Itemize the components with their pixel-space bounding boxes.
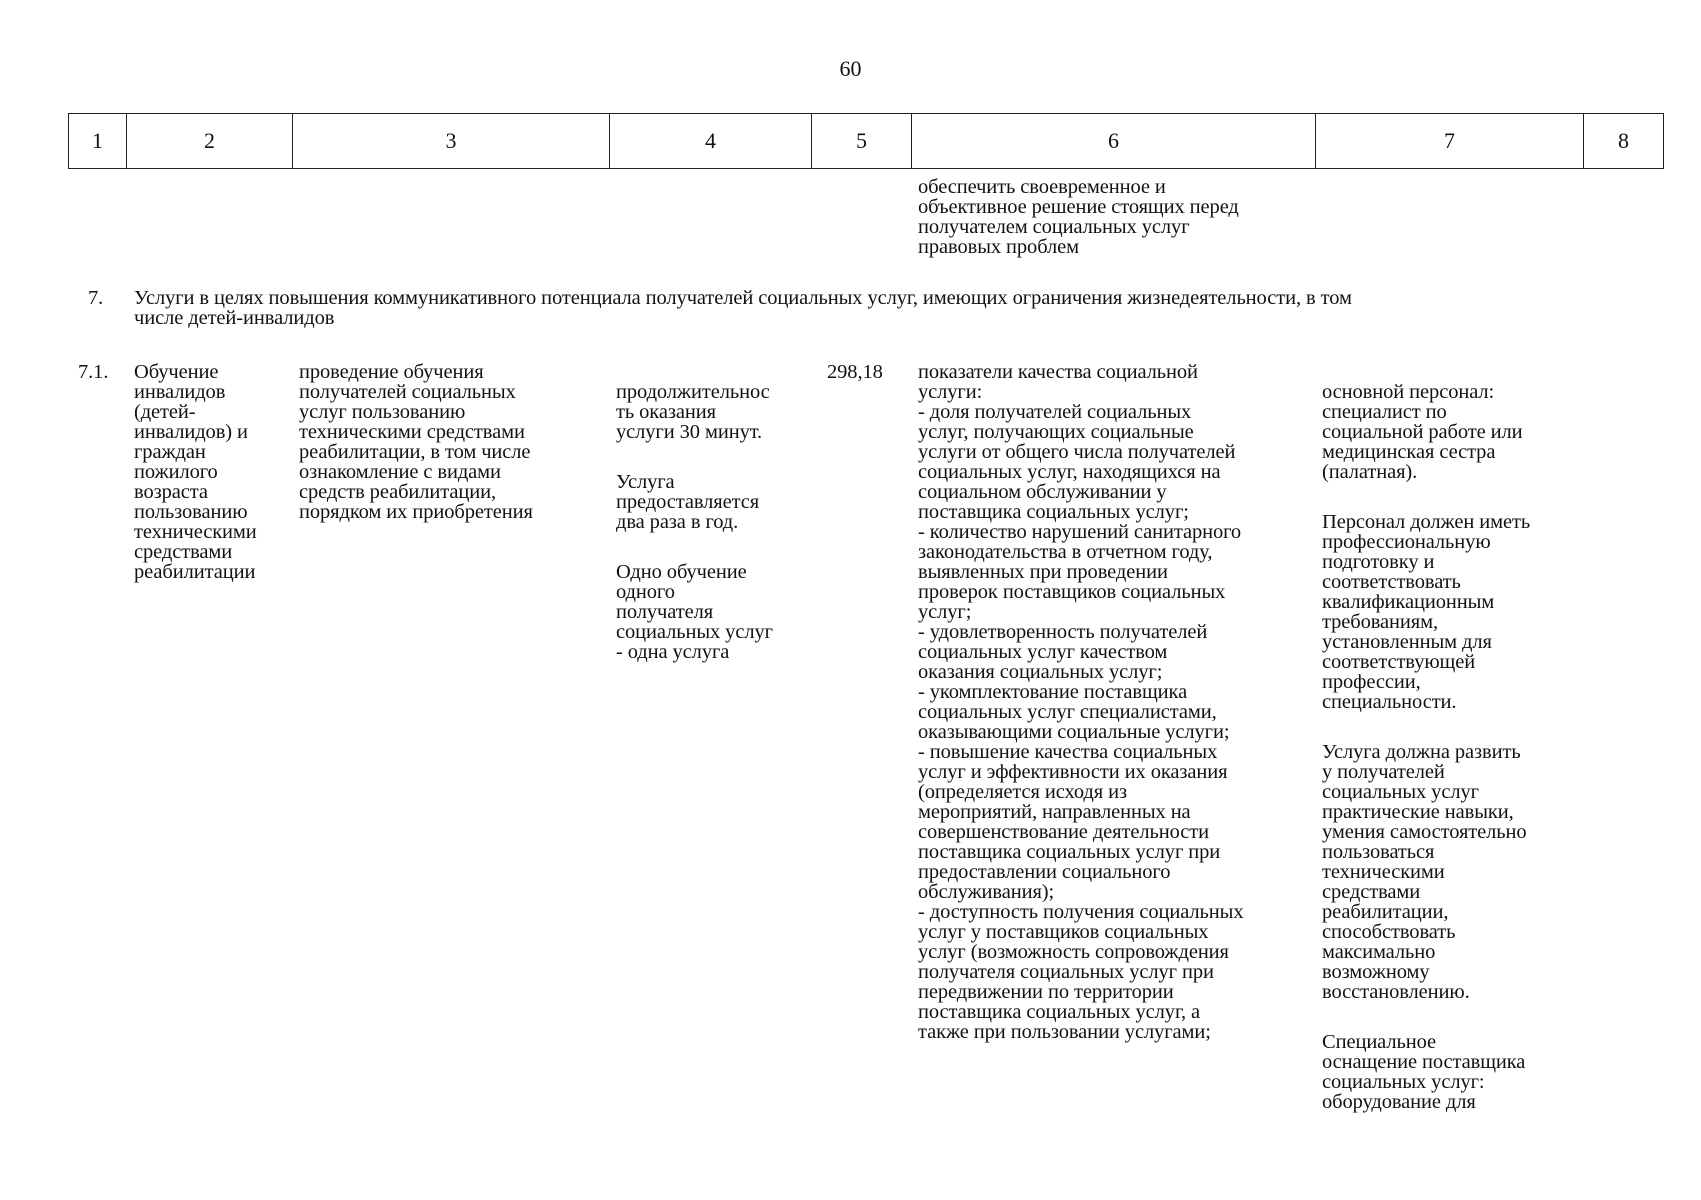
column-header-6: 6 bbox=[912, 114, 1316, 169]
quality-indicators: показатели качества социальной услуги: - доля получателей социальных услуг, получающих социальные услуги от общего числа получателей социальных услуг, находящихся на социальном обслуживании у поставщика социальных услуг; - количество нарушений санитарного законодательства в отчетном году, выявленных при проведении проверок поставщиков социальных услуг; - удовлетворенность получателей социальных услуг качеством оказания социальных услуг; - укомплектование поставщика социальных услуг специалистами, оказывающими социальные услуги; - повышение качества социальных услуг и эффективности их оказания (определяется исходя из мероприятий, направленных на совершенствование деятельности поставщика социальных услуг при предоставлении социального обслуживания); - доступность получения социальных услуг у поставщиков социальных услуг (возможность сопровождения получателя социальных услуг при передвижении по территории поставщика социальных услуг, а также при пользовании услугами; bbox=[918, 361, 1244, 1043]
terms-unit: Одно обучение одного получателя социальных услуг - одна услуга bbox=[616, 561, 773, 663]
section-title: Услуги в целях повышения коммуникативного потенциала получателей социальных услуг, имеющих ограничения жизнедеятельности, в том числе детей-инвалидов bbox=[134, 287, 1352, 329]
service-price: 298,18 bbox=[827, 361, 883, 383]
section-number: 7. bbox=[88, 287, 104, 309]
column-header-5: 5 bbox=[812, 114, 912, 169]
terms-frequency: Услуга предоставляется два раза в год. bbox=[616, 471, 760, 533]
service-name: Обучение инвалидов (детей- инвалидов) и граждан пожилого возраста пользованию техническими средствами реабилитации bbox=[134, 361, 257, 583]
service-terms bbox=[616, 362, 773, 692]
column-header-table bbox=[68, 113, 1664, 169]
service-description: проведение обучения получателей социальных услуг пользованию техническими средствами реабилитации, в том числе ознакомление с видами средств реабилитации, порядком их приобретения bbox=[299, 361, 533, 523]
column-header-3: 3 bbox=[293, 114, 610, 169]
page-number: 60 bbox=[839, 56, 862, 81]
conditions-qualification: Персонал должен иметь профессиональную подготовку и соответствовать квалификационным требованиям, установленным для соответствующей профессии, специальности. bbox=[1322, 511, 1531, 713]
column-header-8: 8 bbox=[1584, 114, 1664, 169]
service-conditions bbox=[1322, 362, 1530, 1142]
column-header-row bbox=[69, 114, 1664, 169]
column-header-1: 1 bbox=[69, 114, 127, 169]
column-header-4: 4 bbox=[610, 114, 812, 169]
conditions-staff: основной персонал: специалист по социальной работе или медицинская сестра (палатная). bbox=[1322, 381, 1523, 483]
continuation-text: обеспечить своевременное и объективное решение стоящих перед получателем социальных услуг правовых проблем bbox=[918, 176, 1239, 258]
row-number: 7.1. bbox=[78, 361, 109, 383]
conditions-equipment: Специальное оснащение поставщика социальных услуг: оборудование для bbox=[1322, 1031, 1526, 1113]
column-header-2: 2 bbox=[127, 114, 293, 169]
conditions-goal: Услуга должна развить у получателей социальных услуг практические навыки, умения самостоятельно пользоваться техническими средствами реабилитации, способствовать максимально возможному восстановлению. bbox=[1322, 741, 1527, 1003]
terms-duration: продолжительнос ть оказания услуги 30 минут. bbox=[616, 381, 770, 443]
column-header-7: 7 bbox=[1316, 114, 1584, 169]
